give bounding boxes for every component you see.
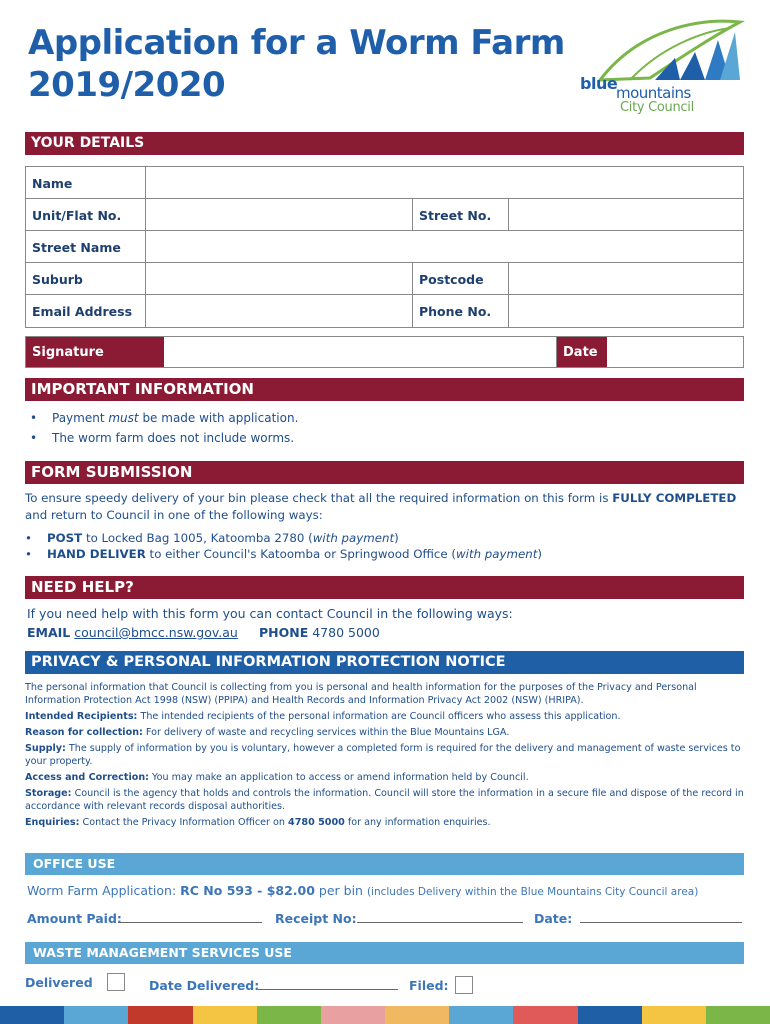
signature-label: Signature — [26, 337, 164, 367]
signature-field[interactable] — [164, 337, 557, 367]
privacy-recip-label: Intended Recipients: — [25, 711, 138, 722]
privacy-recip-text: The intended recipients of the personal information are Council officers who assess this application. — [137, 711, 621, 722]
bullet-icon: • — [30, 431, 38, 445]
name-field[interactable] — [146, 167, 743, 198]
privacy-supply — [25, 742, 745, 768]
privacy-storage — [25, 787, 745, 813]
privacy-reason — [25, 726, 745, 739]
section-header-waste: WASTE MANAGEMENT SERVICES USE — [25, 942, 744, 964]
filed-row — [409, 977, 449, 994]
strip-segment — [0, 1006, 64, 1024]
privacy-storage-label: Storage: — [25, 788, 72, 799]
privacy-recipients — [25, 710, 745, 723]
bullet-icon: • — [25, 547, 32, 561]
name-row — [26, 167, 743, 199]
details-form — [25, 166, 744, 328]
unit-label: Unit/Flat No. — [26, 199, 146, 230]
strip-segment — [385, 1006, 449, 1024]
privacy-enq-label: Enquiries: — [25, 817, 80, 828]
office-date-label: Date: — [534, 911, 573, 926]
privacy-reason-label: Reason for collection: — [25, 727, 143, 738]
privacy-access — [25, 771, 745, 784]
filed-checkbox[interactable] — [455, 976, 473, 994]
submission-intro-bold: FULLY COMPLETED — [612, 491, 737, 505]
office-app-small: (includes Delivery within the Blue Mountains City Council area) — [366, 886, 699, 898]
section-header-office: OFFICE USE — [25, 853, 744, 875]
strip-segment — [449, 1006, 513, 1024]
submission-hand-end: ) — [537, 547, 542, 561]
unit-row — [26, 199, 743, 231]
filed-label: Filed: — [409, 978, 449, 993]
important-b1-em: must — [108, 411, 139, 425]
strip-segment — [257, 1006, 321, 1024]
office-date — [534, 910, 572, 927]
council-logo — [580, 18, 750, 118]
date-label: Date — [557, 337, 607, 367]
section-header-privacy: PRIVACY & PERSONAL INFORMATION PROTECTION NOTICE — [25, 651, 744, 674]
submission-post-end: ) — [394, 531, 399, 545]
amount-field[interactable] — [118, 909, 262, 923]
privacy-supply-label: Supply: — [25, 743, 66, 754]
suburb-field[interactable] — [146, 263, 413, 294]
date-delivered-row — [149, 977, 259, 994]
submission-hand-text: to either Council's Katoomba or Springwood Office ( — [145, 547, 457, 561]
office-receipt — [275, 910, 357, 927]
postcode-label: Postcode — [413, 263, 509, 294]
privacy-enq-number: 4780 5000 — [288, 817, 345, 828]
important-bullet-1 — [30, 408, 298, 428]
email-label: Email Address — [26, 295, 146, 327]
privacy-enquiries — [25, 816, 745, 829]
office-application-line — [27, 882, 698, 901]
privacy-access-text: You may make an application to access or amend information held by Council. — [149, 772, 529, 783]
strip-segment — [64, 1006, 128, 1024]
submission-intro — [25, 490, 745, 524]
strip-segment — [706, 1006, 770, 1024]
privacy-supply-text: The supply of information by you is voluntary, however a completed form is required for the delivery and management of waste services to your property. — [25, 743, 741, 767]
section-header-help: NEED HELP? — [25, 576, 744, 599]
date-field[interactable] — [607, 337, 743, 367]
important-bullet-2 — [30, 428, 294, 448]
date-delivered-label: Date Delivered: — [149, 978, 260, 993]
receipt-label: Receipt No: — [275, 911, 357, 926]
street-no-field[interactable] — [509, 199, 743, 230]
strip-segment — [513, 1006, 577, 1024]
submission-hand-em: with payment — [456, 547, 538, 561]
unit-field[interactable] — [146, 199, 413, 230]
submission-intro-post: and return to Council in one of the following ways: — [25, 508, 323, 522]
privacy-enq-text: Contact the Privacy Information Officer on — [79, 817, 289, 828]
important-b2: The worm farm does not include worms. — [52, 431, 295, 445]
important-b1-pre: Payment — [52, 411, 109, 425]
suburb-label: Suburb — [26, 263, 146, 294]
strip-segment — [128, 1006, 192, 1024]
email-row — [26, 295, 743, 327]
street-name-field[interactable] — [146, 231, 743, 262]
submission-hand-bold: HAND DELIVER — [47, 547, 146, 561]
help-email-link[interactable]: council@bmcc.nsw.gov.au — [74, 625, 238, 640]
strip-segment — [642, 1006, 706, 1024]
postcode-field[interactable] — [509, 263, 743, 294]
logo-text-mountains: mountains — [616, 84, 691, 102]
email-field[interactable] — [146, 295, 413, 327]
date-delivered-field[interactable] — [258, 976, 398, 990]
privacy-enq-end: for any information enquiries. — [344, 817, 491, 828]
submission-intro-pre: To ensure speedy delivery of your bin please check that all the required information on this form is — [25, 491, 613, 505]
street-name-label: Street Name — [26, 231, 146, 262]
suburb-row — [26, 263, 743, 295]
submission-hand — [25, 546, 542, 563]
bullet-icon: • — [25, 531, 32, 545]
help-email-label: EMAIL — [27, 625, 71, 640]
decorative-color-strip — [0, 1006, 770, 1024]
office-app-per: per bin — [314, 883, 367, 898]
help-email-row — [27, 624, 238, 641]
privacy-storage-text: Council is the agency that holds and controls the information. Council will store the information in a secure file and dispose of the record in accordance with relevant records disposal authorities. — [25, 788, 744, 812]
signature-row — [25, 336, 744, 368]
section-header-your-details: YOUR DETAILS — [25, 132, 744, 155]
street-name-row — [26, 231, 743, 263]
delivered-row — [25, 974, 93, 991]
privacy-body — [25, 681, 745, 829]
title-line-2: 2019/2020 — [28, 65, 226, 105]
help-phone-row — [259, 624, 380, 641]
street-no-label: Street No. — [413, 199, 509, 230]
section-header-submission: FORM SUBMISSION — [25, 461, 744, 484]
page-title — [28, 22, 588, 106]
amount-label: Amount Paid: — [27, 911, 122, 926]
privacy-reason-text: For delivery of waste and recycling services within the Blue Mountains LGA. — [142, 727, 510, 738]
delivered-label: Delivered — [25, 975, 93, 990]
important-b1-post: be made with application. — [138, 411, 299, 425]
title-line-1: Application for a Worm Farm — [28, 23, 565, 63]
logo-text-council: City Council — [620, 100, 694, 115]
privacy-p1: The personal information that Council is collecting from you is personal and health information for the purposes of the Privacy and Personal Information Protection Act 1998 (NSW) (PPIPA) and Health Records and Information Privacy Act 2002 (NSW) (HRIPA). — [25, 682, 697, 706]
submission-post-text: to Locked Bag 1005, Katoomba 2780 ( — [82, 531, 313, 545]
strip-segment — [321, 1006, 385, 1024]
bullet-icon: • — [30, 411, 38, 425]
office-app-pre: Worm Farm Application: — [27, 883, 181, 898]
office-date-field[interactable] — [580, 909, 742, 923]
section-header-important: IMPORTANT INFORMATION — [25, 378, 744, 401]
receipt-field[interactable] — [357, 909, 523, 923]
help-intro: If you need help with this form you can contact Council in the following ways: — [27, 606, 513, 621]
logo-text-blue: blue — [580, 74, 618, 93]
phone-field[interactable] — [509, 295, 743, 327]
name-label: Name — [26, 167, 146, 198]
submission-post — [25, 530, 399, 547]
phone-label: Phone No. — [413, 295, 509, 327]
delivered-checkbox[interactable] — [107, 973, 125, 991]
help-phone-value: 4780 5000 — [312, 625, 380, 640]
strip-segment — [193, 1006, 257, 1024]
office-amount — [27, 910, 122, 927]
submission-post-em: with payment — [312, 531, 395, 545]
privacy-access-label: Access and Correction: — [25, 772, 149, 783]
help-phone-label: PHONE — [259, 625, 309, 640]
submission-post-bold: POST — [47, 531, 83, 545]
strip-segment — [578, 1006, 642, 1024]
office-app-bold: RC No 593 - $82.00 — [180, 883, 315, 898]
